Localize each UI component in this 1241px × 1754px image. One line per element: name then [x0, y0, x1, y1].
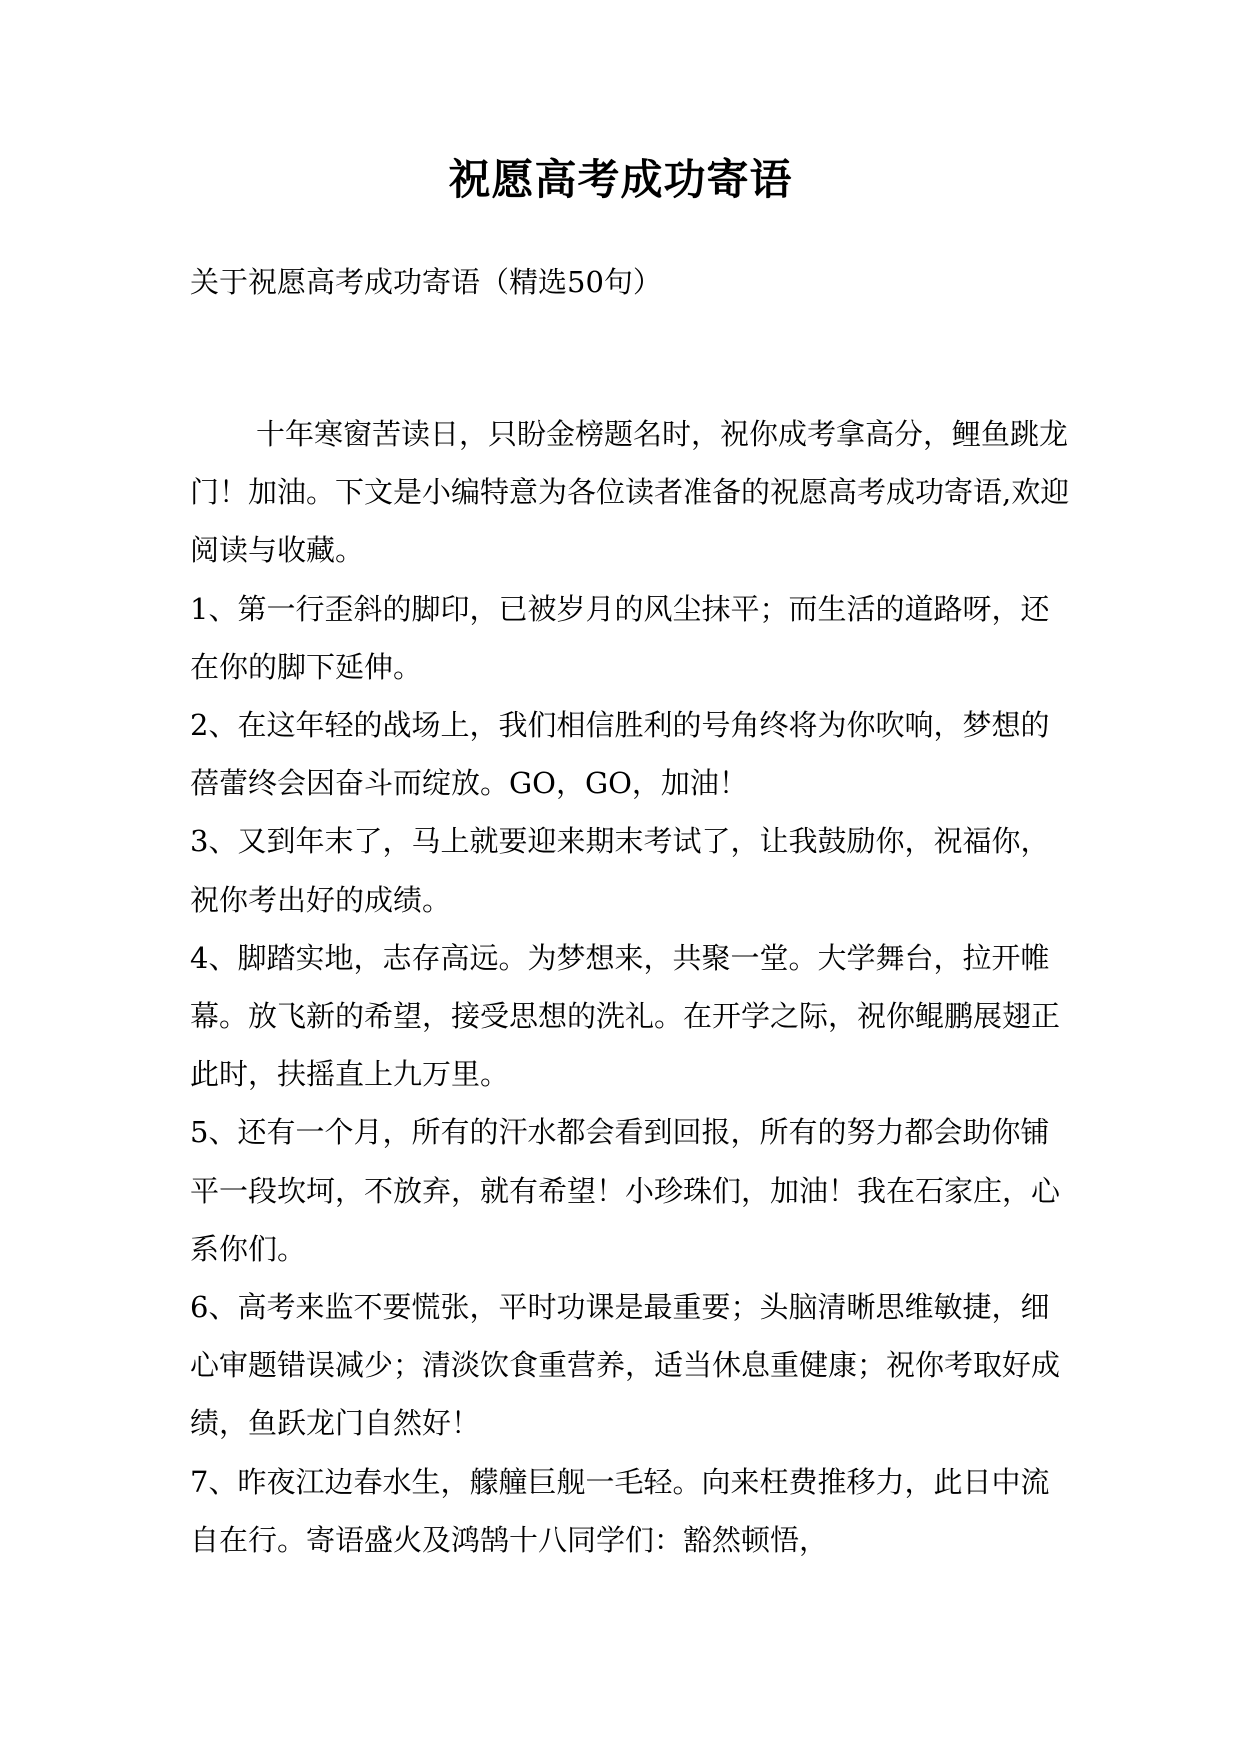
intro-paragraph: 十年寒窗苦读日，只盼金榜题名时，祝你成考拿高分，鲤鱼跳龙门！加油。下文是小编特意为各位读者准备的祝愿高考成功寄语,欢迎阅读与收藏。	[190, 417, 1070, 568]
list-item: 1、第一行歪斜的脚印，已被岁月的风尘抹平；而生活的道路呀，还在你的脚下延伸。	[190, 591, 1050, 684]
document-subtitle: 关于祝愿高考成功寄语（精选50句）	[190, 265, 662, 299]
document-title: 祝愿高考成功寄语	[448, 155, 793, 204]
list-item: 6、高考来监不要慌张，平时功课是最重要；头脑清晰思维敏捷，细心审题错误减少；清淡饮食重营养，适当休息重健康；祝你考取好成绩，鱼跃龙门自然好！	[190, 1290, 1061, 1441]
document-body	[190, 405, 1070, 1569]
list-item: 5、还有一个月，所有的汗水都会看到回报，所有的努力都会助你铺平一段坎坷，不放弃，就有希望！小珍珠们，加油！我在石家庄，心系你们。	[190, 1115, 1061, 1266]
list-item: 4、脚踏实地，志存高远。为梦想来，共聚一堂。大学舞台，拉开帷幕。放飞新的希望，接受思想的洗礼。在开学之际，祝你鲲鹏展翅正此时，扶摇直上九万里。	[190, 940, 1061, 1092]
list-item: 3、又到年末了，马上就要迎来期末考试了，让我鼓励你，祝福你，祝你考出好的成绩。	[190, 824, 1050, 917]
list-item: 2、在这年轻的战场上，我们相信胜利的号角终将为你吹响，梦想的蓓蕾终会因奋斗而绽放。GO，GO，加油！	[190, 708, 1050, 801]
list-item: 7、昨夜江边春水生，艨艟巨舰一毛轻。向来枉费推移力，此日中流自在行。寄语盛火及鸿鹄十八同学们：豁然顿悟，	[190, 1464, 1050, 1557]
